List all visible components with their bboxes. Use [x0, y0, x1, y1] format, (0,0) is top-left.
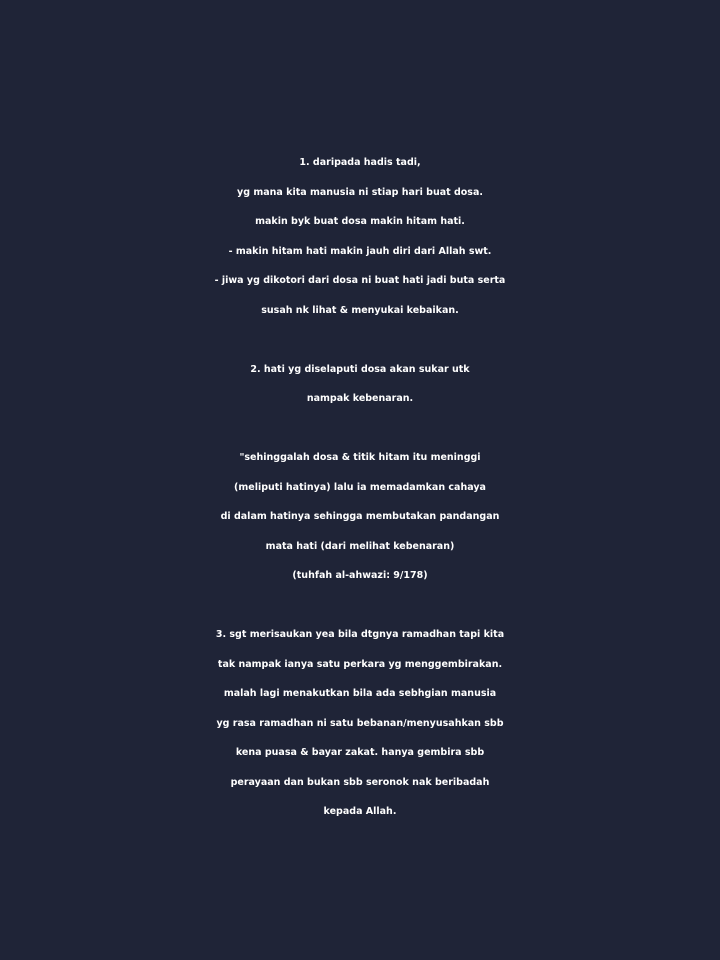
text-line: - jiwa yg dikotori dari dosa ni buat hati jadi buta serta [214, 275, 506, 286]
text-line: kepada Allah. [323, 806, 397, 817]
text-line: "sehinggalah dosa & titik hitam itu meninggi [239, 452, 481, 463]
quote-paragraph [0, 443, 720, 591]
citation-line: (tuhfah al-ahwazi: 9/178) [292, 570, 428, 581]
text-line: makin byk buat dosa makin hitam hati. [255, 216, 465, 227]
text-line: nampak kebenaran. [306, 393, 414, 404]
paragraph-1 [0, 148, 720, 325]
text-line: perayaan dan bukan sbb seronok nak beribadah [230, 776, 490, 788]
text-line: - makin hitam hati makin jauh diri dari Allah swt. [228, 245, 492, 257]
text-line: mata hati (dari melihat kebenaran) [265, 540, 455, 552]
text-line: 3. sgt merisaukan yea bila dtgnya ramadhan tapi kita [215, 629, 505, 640]
text-line: 1. daripada hadis tadi, [299, 157, 421, 168]
text-line: 2. hati yg diselaputi dosa akan sukar utk [250, 363, 470, 375]
text-line: susah nk lihat & menyukai kebaikan. [261, 304, 459, 316]
text-line: yg rasa ramadhan ni satu bebanan/menyusahkan sbb [216, 717, 504, 729]
text-content [0, 148, 720, 827]
text-line: di dalam hatinya sehingga membutakan pandangan [220, 511, 500, 522]
text-line: (meliputi hatinya) lalu ia memadamkan cahaya [234, 481, 486, 493]
text-line: yg mana kita manusia ni stiap hari buat dosa. [237, 186, 483, 198]
text-line: malah lagi menakutkan bila ada sebhgian manusia [223, 688, 497, 699]
paragraph-2 [0, 355, 720, 414]
text-line: tak nampak ianya satu perkara yg menggembirakan. [217, 658, 503, 670]
text-line: kena puasa & bayar zakat. hanya gembira sbb [235, 747, 485, 758]
paragraph-3 [0, 620, 720, 827]
